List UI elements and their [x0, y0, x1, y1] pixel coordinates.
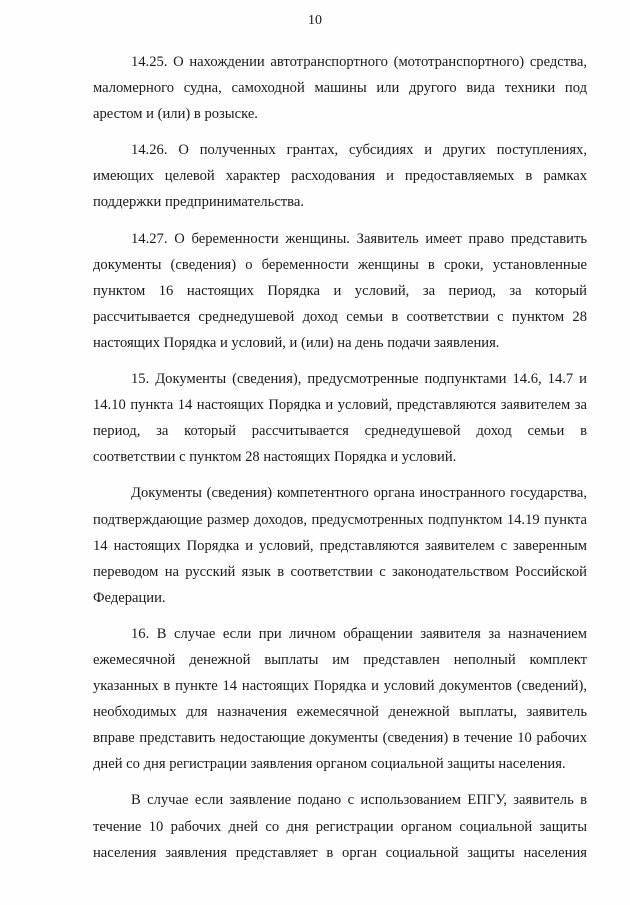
document-body: [93, 49, 587, 866]
paragraph-epgu: В случае если заявление подано с использованием ЕПГУ, заявитель в течение 10 рабочих дней со дня регистрации органом социальной защиты населения заявления представляет в орган социальной защиты населения: [93, 792, 587, 861]
paragraph-14-26: 14.26. О полученных грантах, субсидиях и других поступлениях, имеющих целевой характер расходования и предоставляемых в рамках поддержки предпринимательства.: [93, 142, 587, 211]
paragraph-16: 16. В случае если при личном обращении заявителя за назначением ежемесячной денежной выплаты им представлен неполный комплект указанных в пункте 14 настоящих Порядка и условий документов (сведений), необходимых для назначения ежемесячной денежной выплаты, заявитель вправе представить недостающие документы (сведения) в течение 10 рабочих дней со дня регистрации заявления органом социальной защиты населения.: [93, 625, 587, 773]
paragraph-foreign-documents: Документы (сведения) компетентного органа иностранного государства, подтверждающие размер доходов, предусмотренных подпунктом 14.19 пункта 14 настоящих Порядка и условий, представляются заявителем с заверенным переводом на русский язык в соответствии с законодательством Российской Федерации.: [93, 485, 587, 606]
paragraph-14-27: 14.27. О беременности женщины. Заявитель имеет право представить документы (сведения) о беременности женщины в сроки, установленные пунктом 16 настоящих Порядка и условий, за период, за который рассчитывается среднедушевой доход семьи в соответствии с пунктом 28 настоящих Порядка и условий, и (или) на день подачи заявления.: [93, 230, 587, 351]
page-number: 10: [308, 13, 322, 28]
paragraph-14-25: 14.25. О нахождении автотранспортного (мототранспортного) средства, маломерного судна, самоходной машины или другого вида техники под арестом и (или) в розыске.: [93, 54, 587, 123]
paragraph-15: 15. Документы (сведения), предусмотренные подпунктами 14.6, 14.7 и 14.10 пункта 14 настоящих Порядка и условий, представляются заявителем за период, за который рассчитывается среднедушевой доход семьи в соответствии с пунктом 28 настоящих Порядка и условий.: [93, 371, 587, 466]
